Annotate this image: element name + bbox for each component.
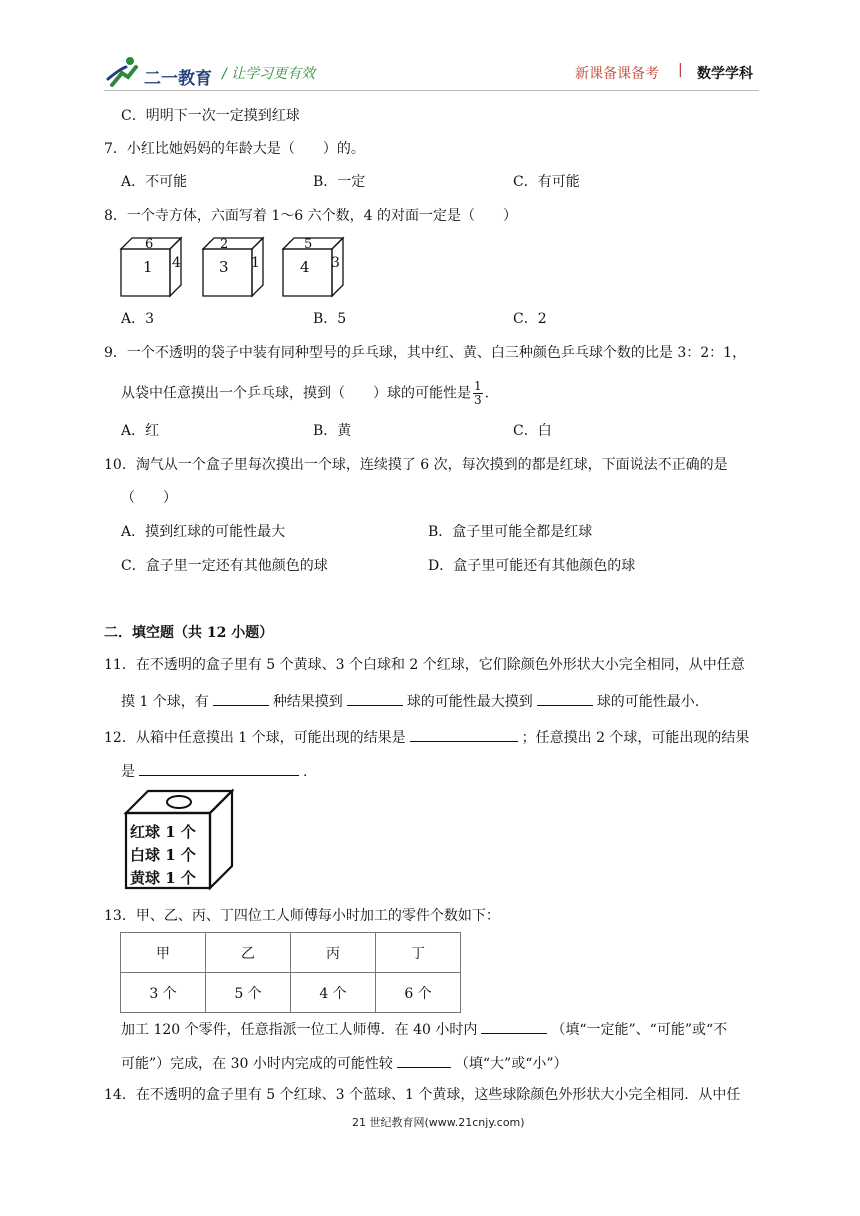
q9-option-a: A．红 (121, 423, 160, 439)
q9-option-b: B．黄 (313, 423, 352, 439)
q11-line2 (121, 690, 699, 712)
table-row (121, 973, 461, 1013)
q14-line1: 14．在不透明的盒子里有 5 个红球、3 个蓝球、1 个黄球，这些球除颜色外形状大小完全相同．从中任 (104, 1087, 741, 1103)
q10-option-d: D．盒子里可能还有其他颜色的球 (428, 558, 636, 574)
slogan: / 让学习更有效 (222, 66, 316, 82)
box-label-yellow: 黄球 1 个 (130, 869, 196, 887)
header-divider (104, 90, 759, 91)
cube-front-number: 1 (143, 258, 153, 276)
cube-figures (118, 236, 358, 300)
box-label-white: 白球 1 个 (130, 846, 196, 864)
q11-text: 种结果摸到 (272, 694, 343, 710)
answer-blank[interactable] (213, 690, 269, 706)
section-title: 二．填空题（共 12 小题） (104, 625, 274, 641)
q13-text: （填“大”或“小”） (454, 1056, 568, 1072)
q13-text: 可能”）完成，在 30 小时内完成的可能性较 (121, 1056, 393, 1072)
q9-line2 (121, 380, 489, 407)
q13-text: （填“一定能”、“可能”或“不 (551, 1022, 728, 1038)
q12-line1 (104, 726, 749, 748)
q7-option-a: A．不可能 (121, 174, 188, 190)
q9-line2-end: . (484, 385, 490, 402)
box-label-red: 红球 1 个 (130, 823, 196, 841)
q8-stem: 8．一个寺方体，六面写着 1～6 六个数，4 的对面一定是（ ） (104, 208, 517, 224)
header (0, 0, 860, 100)
header-subject: 数学学科 (697, 66, 753, 82)
q9-line1: 9．一个不透明的袋子中装有同种型号的乒乓球，其中红、黄、白三种颜色乒乓球个数的比是 3：2：1， (104, 345, 747, 361)
q12-text: . (303, 764, 308, 780)
q11-text: 球的可能性最大摸到 (406, 694, 533, 710)
ball-box-figure (122, 787, 234, 891)
runner-logo-icon (106, 55, 142, 89)
cube-front-number: 3 (219, 258, 229, 276)
q13-text: 加工 120 个零件，任意指派一位工人师傅．在 40 小时内 (121, 1022, 478, 1038)
q12-line2 (121, 760, 307, 782)
answer-blank[interactable] (481, 1018, 547, 1034)
q8-option-a: A．3 (121, 311, 155, 327)
cube-top-number: 5 (304, 237, 313, 252)
q9-option-c: C．白 (513, 423, 552, 439)
q11-text: 球的可能性最小. (596, 694, 700, 710)
table-cell: 6 个 (376, 973, 461, 1013)
cube-front-number: 4 (300, 258, 310, 276)
cube-side-number: 1 (251, 255, 260, 271)
fraction-denominator: 3 (474, 393, 482, 407)
q8-option-b: B．5 (313, 311, 347, 327)
q11-text: 摸 1 个球，有 (121, 694, 209, 710)
table-header-cell: 丙 (291, 933, 376, 973)
table-row (121, 933, 461, 973)
cube-top-number: 6 (145, 237, 154, 252)
q7-stem: 7．小红比她妈妈的年龄大是（ ）的。 (104, 141, 365, 157)
q10-option-a: A．摸到红球的可能性最大 (121, 524, 286, 540)
table-cell: 3 个 (121, 973, 206, 1013)
answer-blank[interactable] (139, 760, 299, 776)
q8-option-c: C．2 (513, 311, 547, 327)
table-header-cell: 甲 (121, 933, 206, 973)
table-header-cell: 乙 (206, 933, 291, 973)
q13-line2 (121, 1052, 568, 1074)
parts-table (120, 932, 461, 1013)
q12-text: 是 (121, 764, 135, 780)
q13-line1 (121, 1018, 727, 1040)
q6-option-c: C．明明下一次一定摸到红球 (121, 108, 300, 124)
table-header-cell: 丁 (376, 933, 461, 973)
q12-text: ；任意摸出 2 个球，可能出现的结果 (521, 730, 750, 746)
footer-source: 21 世纪教育网(www.21cnjy.com) (352, 1116, 525, 1129)
table-cell: 4 个 (291, 973, 376, 1013)
q12-text: 12．从箱中任意摸出 1 个球，可能出现的结果是 (104, 730, 406, 746)
table-cell: 5 个 (206, 973, 291, 1013)
q10-line2: （ ） (121, 490, 177, 506)
cube-side-number: 4 (172, 255, 181, 271)
q11-line1: 11．在不透明的盒子里有 5 个黄球、3 个白球和 2 个红球，它们除颜色外形状大小完全相同，从中任意 (104, 657, 745, 673)
answer-blank[interactable] (347, 690, 403, 706)
answer-blank[interactable] (410, 726, 518, 742)
answer-blank[interactable] (397, 1052, 451, 1068)
q7-option-c: C．有可能 (513, 174, 580, 190)
q9-fraction (473, 380, 483, 407)
cube-top-number: 2 (220, 237, 229, 252)
fraction-numerator: 1 (474, 379, 482, 393)
q13-stem: 13．甲、乙、丙、丁四位工人师傅每小时加工的零件个数如下： (104, 908, 500, 924)
q10-option-c: C．盒子里一定还有其他颜色的球 (121, 558, 328, 574)
header-left-title: 新课备课备考 (575, 66, 659, 82)
q10-line1: 10．淘气从一个盒子里每次摸出一个球，连续摸了 6 次，每次摸到的都是红球，下面说法不正确的是 (104, 457, 728, 473)
cube-side-number: 3 (331, 255, 340, 271)
q7-option-b: B．一定 (313, 174, 366, 190)
q10-option-b: B．盒子里可能全都是红球 (428, 524, 593, 540)
header-separator: | (678, 62, 683, 78)
answer-blank[interactable] (537, 690, 593, 706)
logo-name: 二一教育 (144, 69, 212, 89)
q9-line2-text: 从袋中任意摸出一个乒乓球，摸到（ ）球的可能性是 (121, 385, 471, 402)
